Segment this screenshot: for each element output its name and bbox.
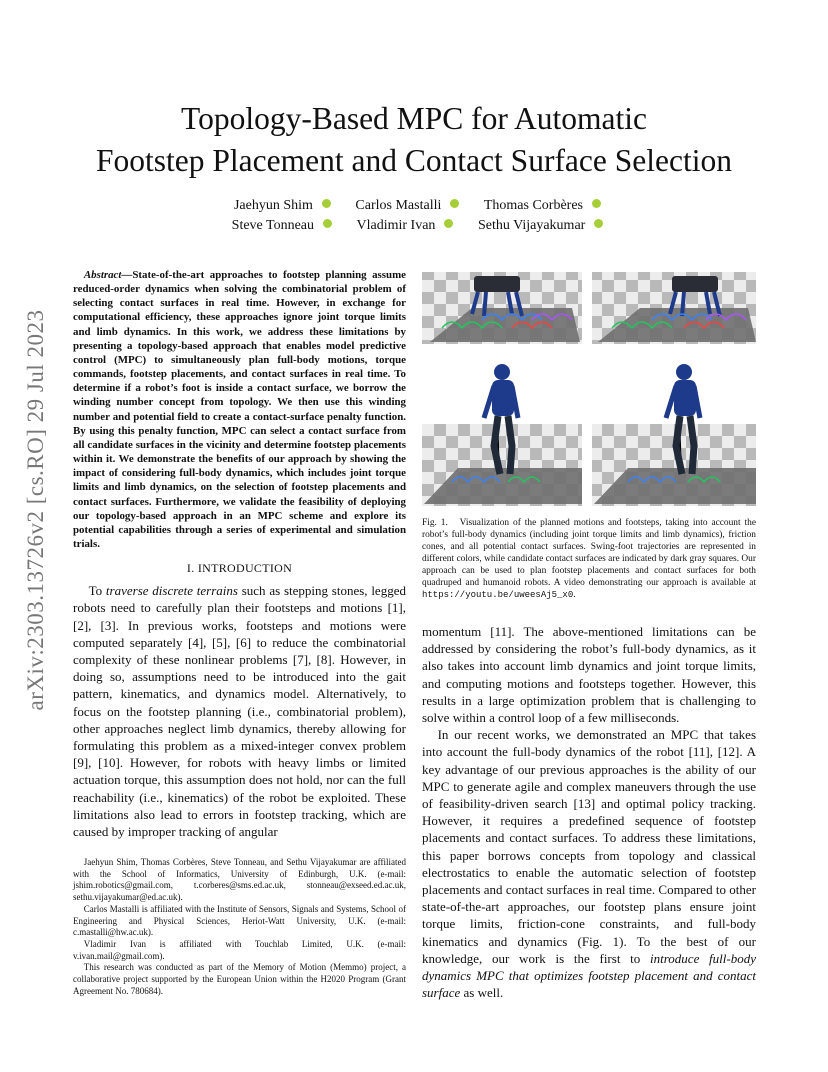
orcid-icon[interactable] — [444, 219, 453, 228]
video-link[interactable]: https://youtu.be/uweesAj5_x0 — [422, 590, 574, 600]
orcid-icon[interactable] — [592, 199, 601, 208]
caption-text: Visualization of the planned motions and footsteps, taking into account the robot’s full-body dynamics (including joint torque limits and limb dynamics), friction cones, and all potential contact surfaces. Swing-foot trajectories are represented in different colors, while candidate contact surfaces are indicated by dark gray squares. Our approach can be used to plan footstep placements and contact surfaces for both quadruped and humanoid robots. A video demonstrating our approach is available at — [422, 518, 756, 588]
right-body-text — [422, 623, 756, 1001]
figure-1-illustration — [422, 268, 756, 510]
author — [350, 218, 454, 233]
intro-paragraph-1 — [73, 582, 406, 840]
left-column — [73, 268, 406, 840]
author-name: Steve Tonneau — [231, 218, 315, 233]
footnote-affiliation-2: Carlos Mastalli is affiliated with the Institute of Sensors, Signals and Systems, School of Engineering and Physical Sciences, Heriot-Watt University, U.K. (e-mail: c.mastalli@hw.ac.uk). — [73, 903, 406, 938]
abstract-label: Abstract — [83, 269, 122, 281]
footnotes — [73, 857, 406, 997]
text-run: To — [88, 583, 106, 599]
figure-1 — [422, 268, 756, 510]
author-list — [160, 196, 668, 236]
title-line-1: Topology-Based MPC for Automatic — [181, 101, 647, 136]
humanoid-panel-left — [422, 364, 582, 506]
title-line-2: Footstep Placement and Contact Surface Selection — [96, 143, 732, 178]
abstract — [73, 268, 406, 551]
text-run: In our recent works, we demonstrated an MPC that takes into account the full-body dynamics of the robot [11], [12]. A key advantage of our previous approaches is the ability of our MPC to generate agile and complex maneuvers through the use of feasibility-driven search [13] and optimal policy tracking. However, it requires a predefined sequence of footstep placements and contact surfaces. To address these limitations, this paper borrows concepts from topology and classical electrostatics to enable the automatic selection of footstep placements and contact surfaces in real time. Compared to other state-of-the-art approaches, our footstep plans ensure joint torque limits, friction-cone constraints, and full-body kinematics and dynamics (Fig. 1). To the best of our knowledge, our work is the first to — [422, 727, 756, 966]
orcid-icon[interactable] — [594, 219, 603, 228]
emphasis-text: introduce full-body dynamics MPC that optimizes footstep placement and contact surface — [422, 950, 756, 1001]
arxiv-sidebar — [16, 295, 56, 725]
author-name: Carlos Mastalli — [355, 198, 442, 213]
orcid-icon[interactable] — [450, 199, 459, 208]
section-heading-introduction: I. INTRODUCTION — [186, 561, 293, 576]
author — [348, 198, 459, 213]
right-column — [422, 268, 756, 1001]
author-name: Sethu Vijayakumar — [477, 218, 586, 233]
humanoid-panel-right — [592, 364, 756, 506]
author — [471, 218, 603, 233]
quadruped-panel-right — [592, 272, 756, 344]
intro-paragraph-2: momentum [11]. The above-mentioned limitations can be addressed by considering the robot’s full-body dynamics, as it also takes into account limb dynamics and joint torque limits, and computing motions and footsteps together. However, this results in a large optimization problem that is challenging to solve within a control loop of a few milliseconds. — [422, 624, 756, 726]
footnote-affiliation-1: Jaehyun Shim, Thomas Corbères, Steve Tonneau, and Sethu Vijayakumar are affiliated with the School of Informatics, University of Edinburgh, U.K. (e-mail: jshim.robotics@gmail.com, t.corberes@sms.ed.ac.uk, stonneau@exseed.ed.ac.uk, sethu.vijayakumar@ed.ac.uk). — [73, 857, 406, 903]
author — [477, 198, 601, 213]
footnote-affiliation-3: Vladimir Ivan is affiliated with Touchlab Limited, U.K. (e-mail: v.ivan.mail@gmail.com). — [73, 938, 406, 961]
author-row-1 — [160, 196, 668, 216]
orcid-icon[interactable] — [323, 219, 332, 228]
author-name: Jaehyun Shim — [233, 198, 313, 213]
author-row-2 — [160, 216, 668, 236]
emphasis-text: traverse discrete terrains — [105, 583, 238, 599]
orcid-icon[interactable] — [322, 199, 331, 208]
text-run: such as stepping stones, legged robots need to carefully plan their footsteps and motions [1], [2], [3]. In previous works, footsteps and motions were computed separately [4], [5], [6] to reduce the combinatorial complexity of these nonlinear problems [7], [8]. However, in doing so, assumptions need to be introduced into the gait pattern, kinematics, and dynamics model. Alternatively, to focus on the footstep planning (i.e., combinatorial problem), other approaches neglect limb dynamics, thereby allowing for formulating this problem as a mixed-integer convex problem [9], [10]. However, for robots with heavy limbs or limited actuation torque, this assumption does not hold, nor can the full reachability (i.e., kinematics) of the robot be exploited. These limitations also lead to errors in footstep tracking, which are caused by improper tracking of angular — [73, 583, 406, 839]
paper-title — [60, 98, 768, 182]
caption-label: Fig. 1. — [422, 518, 448, 528]
abstract-text: —State-of-the-art approaches to footstep planning assume reduced-order dynamics when solving the combinatorial problem of selecting contact surfaces in real time. However, in exchange for computational efficiency, these approaches ignore joint torque limits and limb dynamics. In this work, we address these limitations by presenting a topology-based approach that enables model predictive control (MPC) to simultaneously plan full-body motions, torque commands, footstep placements, and contact surfaces in real time. To determine if a robot’s foot is inside a contact surface, we borrow the winding number concept from topology. We then use this winding number and potential field to create a contact-surface penalty function. By using this penalty function, MPC can select a contact surface from all candidate surfaces in the vicinity and determine footstep placements within it. We demonstrate the benefits of our approach by showing the impact of considering full-body dynamics, which includes joint torque limits and limb dynamics, on the selection of footstep placements and contact surfaces. Furthermore, we validate the feasibility of deploying our topology-based approach in an MPC scheme and explore its potential capabilities through a series of experimental and simulation trials. — [73, 269, 406, 550]
author — [225, 218, 332, 233]
quadruped-panel-left — [422, 272, 582, 344]
figure-1-caption: Fig. 1. Visualization of the planned motions and footsteps, taking into account the robot’s full-body dynamics (including joint torque limits and limb dynamics), friction cones, and all potential contact surfaces. Swing-foot trajectories are represented in different colors, while candidate contact surfaces are indicated by dark gray squares. Our approach can be used to plan footstep placements and contact surfaces for both quadruped and humanoid robots. A video demonstrating our approach is available at https://youtu.be/uweesAj5_x0. — [422, 518, 756, 600]
author-name: Vladimir Ivan — [356, 218, 436, 233]
footnote-funding: This research was conducted as part of the Memory of Motion (Memmo) project, a collaborative project supported by the European Union within the H2020 Program (Grant Agreement No. 780684). — [73, 962, 406, 996]
text-run: as well. — [460, 985, 504, 1001]
arxiv-identifier: arXiv:2303.13726v2 [cs.RO] 29 Jul 2023 — [23, 309, 48, 711]
author — [227, 198, 331, 213]
author-name: Thomas Corbères — [483, 198, 584, 213]
intro-paragraph-3 — [422, 726, 756, 1001]
